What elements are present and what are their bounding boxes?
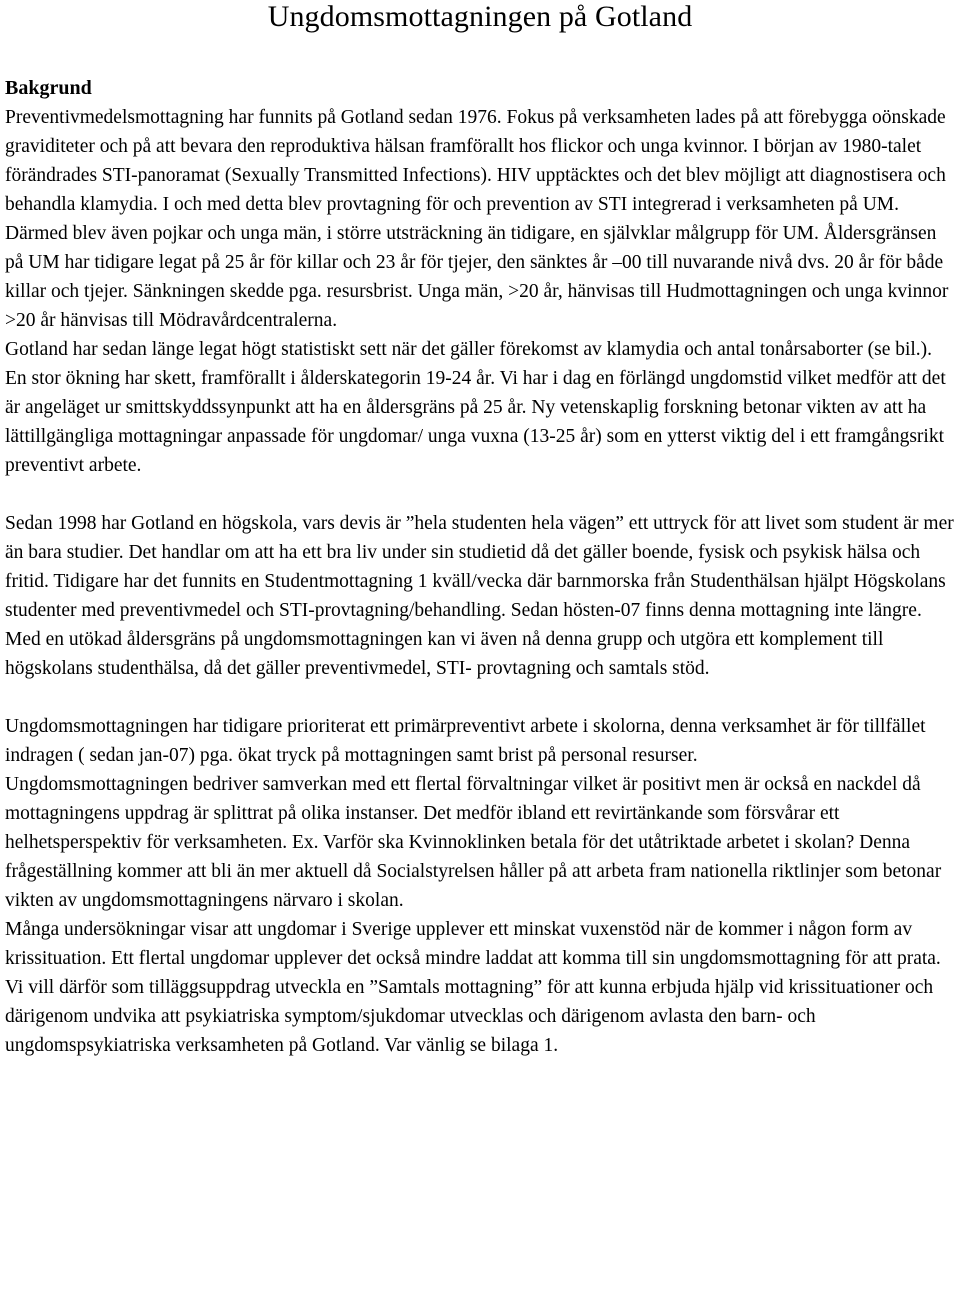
paragraph-counseling: Många undersökningar visar att ungdomar i Sverige upplever ett minskat vuxenstöd när de kommer i någon form av krissituation. Ett flertal ungdomar upplever det också mindre laddat att komma till sin ungdomsmottagning för att prata. Vi vill därför som tilläggsuppdrag utveckla en ”Samtals mottagning” för att kunna erbjuda hjälp vid krissituationer och därigenom undvika att psykiatriska symptom/sjukdomar utvecklas och därigenom avlasta den barn- och ungdomspsykiatriska verksamheten på Gotland. Var vänlig se bilaga 1. [5,919,941,1056]
paragraph-background: Preventivmedelsmottagning har funnits på Gotland sedan 1976. Fokus på verksamheten lades på att förebygga oönskade graviditeter och på att bevara den reproduktiva hälsan framförallt hos flickor och unga kvinnor. I början av 1980-talet förändrades STI-panoramat (Sexually Transmitted Infections). HIV upptäcktes och det blev möjligt att diagnostisera och behandla klamydia. I och med detta blev provtagning för och prevention av STI integrerad i verksamheten på UM. Därmed blev även pojkar och unga män, i större utsträckning än tidigare, en självklar målgrupp för UM. Åldersgränsen på UM har tidigare legat på 25 år för killar och 23 år för tjejer, den sänktes år –00 till nuvarande nivå dvs. 20 år för både killar och tjejer. Sänkningen skedde pga. resursbrist. Unga män, >20 år, hänvisas till Hudmottagningen och unga kvinnor >20 år hänvisas till Mödravårdcentralerna. [5,107,949,331]
section-heading: Bakgrund [5,77,92,99]
paragraph-statistics: Gotland har sedan länge legat högt statistiskt sett när det gäller förekomst av klamydia och antal tonårsaborter (se bil.). En stor ökning har skett, framförallt i ålderskategorin 19-24 år. Vi har i dag en förlängd ungdomstid vilket medför att det är angeläget ur smittskyddssynpunkt att ha en åldersgräns på 25 år. Ny vetenskaplig forskning betonar vikten av att ha lättillgängliga mottagningar anpassade för ungdomar/ unga vuxna (13-25 år) som en ytterst viktig del i ett framgångsrikt preventivt arbete. [5,339,946,476]
document-title: Ungdomsmottagningen på Gotland [267,0,693,33]
document-body [5,74,956,1060]
paragraph-collaboration: Ungdomsmottagningen bedriver samverkan med ett flertal förvaltningar vilket är positivt men är också en nackdel då mottagningens uppdrag är splittrat på olika instanser. Det medför ibland ett revirtänkande som försvårar ett helhetsperspektiv för verksamheten. Ex. Varför ska Kvinnoklinken betala för det utåtriktade arbetet i skolan? Denna frågeställning kommer att bli än mer aktuell då Socialstyrelsen håller på att arbeta fram nationella riktlinjer som betonar vikten av ungdomsmottagningens närvaro i skolan. [5,774,942,911]
paragraph-schools: Ungdomsmottagningen har tidigare prioriterat ett primärpreventivt arbete i skolorna, denna verksamhet är för tillfället indragen ( sedan jan-07) pga. ökat tryck på mottagningen samt brist på personal resurser. [5,716,926,766]
paragraph-university: Sedan 1998 har Gotland en högskola, vars devis är ”hela studenten hela vägen” ett uttryck för att livet som student är mer än bara studier. Det handlar om att ha ett bra liv under sin studietid då det gäller boende, fysisk och psykisk hälsa och fritid. Tidigare har det funnits en Studentmottagning 1 kväll/vecka där barnmorska från Studenthälsan hjälpt Högskolans studenter med preventivmedel och STI-provtagning/behandling. Sedan hösten-07 finns denna mottagning inte längre. Med en utökad åldersgräns på ungdomsmottagningen kan vi även nå denna grupp och utgöra ett komplement till högskolans studenthälsa, då det gäller preventivmedel, STI- provtagning och samtals stöd. [5,513,954,679]
